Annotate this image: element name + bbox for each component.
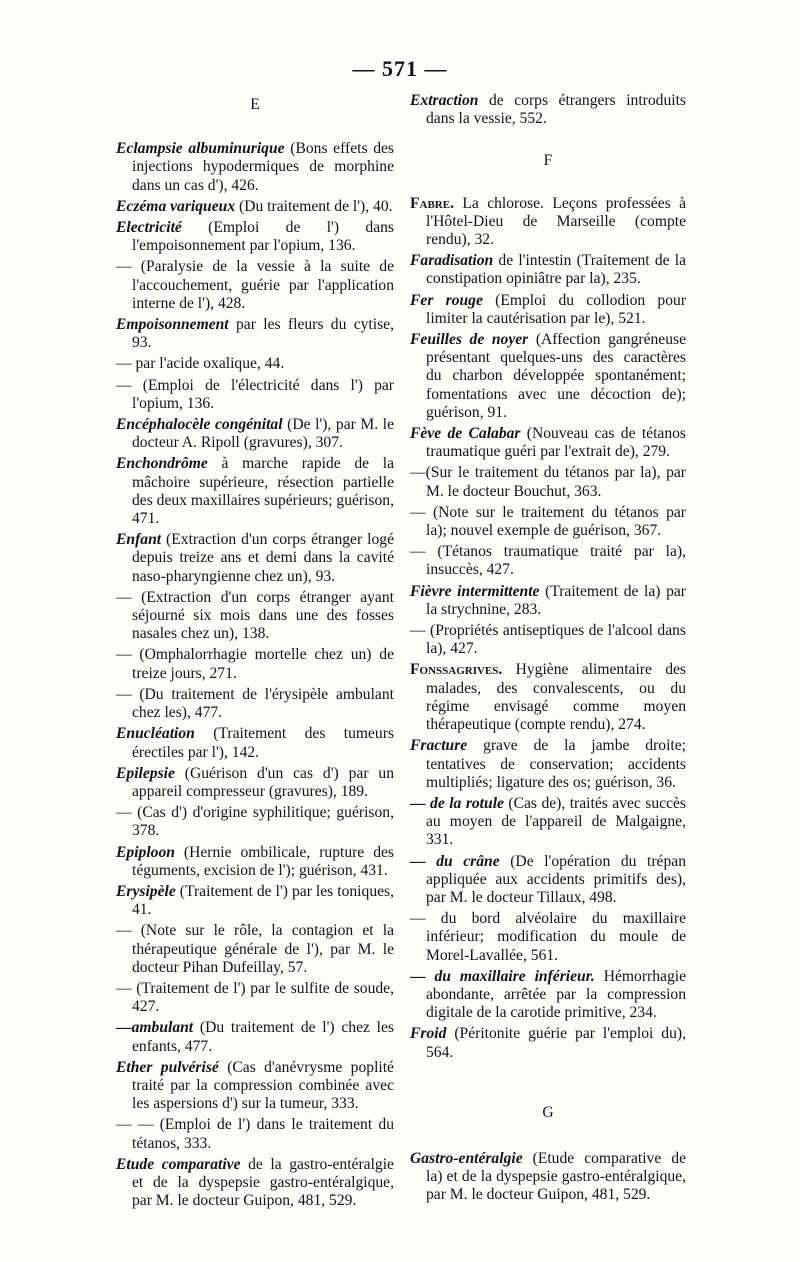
entry-text: (Du traitement de l'), 40. xyxy=(235,197,393,215)
index-entry xyxy=(410,543,686,579)
entry-text: (Emploi du collodion pour limiter la cautérisation par le), 521. xyxy=(426,291,687,327)
entry-term: Empoisonnement xyxy=(116,316,229,334)
entry-term: Froid xyxy=(410,1025,447,1043)
index-entry xyxy=(410,583,686,619)
index-entry xyxy=(410,737,686,792)
index-entry xyxy=(410,622,686,658)
index-entry xyxy=(410,910,686,965)
index-entry xyxy=(116,316,394,352)
index-entry xyxy=(116,198,394,216)
index-entry xyxy=(116,355,394,373)
entry-text: (Cas de), traités avec succès au moyen de l'appareil de Malgaigne, 331. xyxy=(426,794,687,849)
entry-text: grave de la jambe droite; tentatives de conservation; accidents multipliés; ligature des os; guérison, 36. xyxy=(426,737,686,791)
f-entries-list xyxy=(410,195,686,1062)
entry-term: Enfant xyxy=(116,531,162,549)
index-entry xyxy=(116,1116,394,1152)
entry-text: Hygiène alimentaire des malades, des convalescents, ou du régime envisagé comme moyen thérapeutique (compte rendu), 274. xyxy=(426,661,686,734)
entry-text: (Hernie ombilicale, rupture des téguments, excision de l'); guérison, 431. xyxy=(132,843,394,879)
entry-text: (Extraction d'un corps étranger logé depuis treize ans et demi dans la cavité naso-pharyngienne chez un), 93. xyxy=(132,531,394,585)
entry-term: Encéphalocèle congénital xyxy=(116,416,283,434)
entry-text: —(Sur le traitement du tétanos par la), par M. le docteur Bouchut, 363. xyxy=(410,464,686,500)
index-entry xyxy=(410,292,686,328)
entry-text: — (Omphalorrhagie mortelle chez un) de treize jours, 271. xyxy=(116,646,394,682)
entry-text: — (Paralysie de la vessie à la suite de l'accouchement, guérie par l'application interne de l'), 428. xyxy=(116,258,394,312)
entry-term: Gastro-entéralgie xyxy=(410,1149,523,1167)
index-entry xyxy=(410,425,686,461)
entry-text: (Du traitement de l') chez les enfants, 477. xyxy=(132,1019,394,1055)
index-entry xyxy=(410,661,686,734)
index-entry xyxy=(116,1019,394,1055)
entry-text: (De l'), par M. le docteur A. Ripoll (gravures), 307. xyxy=(132,416,394,452)
index-entry xyxy=(116,258,394,313)
section-letter-g: G xyxy=(542,1103,554,1121)
entry-text: (Etude comparative de la) et de la dyspepsie gastro-entéralgique, par M. le docteur Guipon, 481, 529. xyxy=(426,1149,686,1204)
entry-text: de l'intestin (Traitement de la constipation opiniâtre par la), 235. xyxy=(426,252,686,288)
index-entry xyxy=(116,725,394,761)
left-entries-list xyxy=(116,140,394,1210)
entry-text: La chlorose. Leçons professées à l'Hôtel-Dieu de Marseille (compte rendu), 32. xyxy=(426,194,686,249)
entry-term: Epilepsie xyxy=(116,764,175,782)
entry-text: (Emploi de l') dans l'empoisonnement par l'opium, 136. xyxy=(132,219,394,255)
index-entry xyxy=(116,140,394,195)
entry-text: de la gastro-entéralgie et de la dyspepsie gastro-entéralgique, par M. le docteur Guipon, 481, 529. xyxy=(132,1155,394,1210)
index-entry xyxy=(116,844,394,880)
entry-text: (Nouveau cas de tétanos traumatique guéri par l'extrait de), 279. xyxy=(426,425,686,461)
index-entry xyxy=(116,377,394,413)
index-entry xyxy=(116,1156,394,1211)
entry-term: Electricité xyxy=(116,219,182,237)
entry-term: Fièvre intermittente xyxy=(410,582,540,600)
entry-term: Fer rouge xyxy=(410,291,483,309)
entry-term: Epiploon xyxy=(116,843,175,861)
index-entry xyxy=(116,646,394,682)
entry-term: Feuilles de noyer xyxy=(410,331,529,349)
entry-term: Etude comparative xyxy=(116,1155,241,1173)
entry-term: —ambulant xyxy=(116,1019,194,1037)
entry-text: (Cas d'anévrysme poplité traité par la compression combinée avec les aspersions d') sur la tumeur, 333. xyxy=(132,1058,394,1113)
entry-term: Ether pulvérisé xyxy=(116,1058,219,1076)
entry-text: (Traitement de la) par la strychnine, 283. xyxy=(426,582,686,618)
index-entry xyxy=(410,1025,686,1061)
entry-term: Fève de Calabar xyxy=(410,425,521,443)
right-column xyxy=(410,92,686,1208)
entry-term: Faradisation xyxy=(410,252,494,270)
entry-text: — (Emploi de l'électricité dans l') par l'opium, 136. xyxy=(116,376,394,412)
entry-text: par les fleurs du cytise, 93. xyxy=(132,316,394,352)
index-entry xyxy=(116,883,394,919)
entry-text: — (Tétanos traumatique traité par la), insuccès, 427. xyxy=(410,543,686,579)
entry-text: (Péritonite guérie par l'emploi du), 564. xyxy=(426,1025,686,1061)
entry-text: — (Du traitement de l'érysipèle ambulant chez les), 477. xyxy=(116,685,394,722)
entry-term: Fonssagrives. xyxy=(410,661,503,679)
entry-term: Erysipèle xyxy=(116,882,176,900)
entry-term: Eclampsie albuminurique xyxy=(116,140,285,158)
index-entry xyxy=(410,195,686,250)
entry-text: — (Cas d') d'origine syphilitique; guérison, 378. xyxy=(116,804,394,840)
index-entry xyxy=(116,765,394,801)
index-entry xyxy=(410,252,686,288)
index-entry xyxy=(410,504,686,540)
index-entry xyxy=(116,589,394,644)
index-entry xyxy=(116,980,394,1016)
entry-text: — (Extraction d'un corps étranger ayant séjourné six mois dans une des fosses nasales chez un), 138. xyxy=(116,588,394,643)
entry-term: Fabre. xyxy=(410,194,454,212)
index-entry xyxy=(410,968,686,1023)
index-entry xyxy=(116,219,394,255)
entry-text: — (Traitement de l') par le sulfite de soude, 427. xyxy=(116,979,394,1016)
entry-text: (Guérison d'un cas d') par un appareil compresseur (gravures), 189. xyxy=(132,764,394,800)
index-entry xyxy=(410,331,686,422)
entry-text: (Traitement de l') par les toniques, 41. xyxy=(132,882,394,919)
entry-term: Enucléation xyxy=(116,725,195,743)
section-letter-f: F xyxy=(543,152,553,170)
entry-term: — du crâne xyxy=(410,852,500,870)
index-entry xyxy=(116,416,394,452)
index-entry xyxy=(410,795,686,850)
entry-text: — (Note sur le rôle, la contagion et la thérapeutique générale de l'), par M. le docteur Pihan Dufeillay, 57. xyxy=(116,922,394,976)
entry-text: — — (Emploi de l') dans le traitement du tétanos, 333. xyxy=(116,1116,394,1152)
entry-term: Eczéma variqueux xyxy=(116,197,236,215)
entry-text: Hémorrhagie abondante, arrêtée par la compression digitale de la carotide primitive, 234. xyxy=(426,967,686,1022)
entry-text: à marche rapide de la mâchoire supérieure, résection partielle des deux maxillaires supérieurs; guérison, 471. xyxy=(132,455,394,528)
g-entries-list xyxy=(410,1150,686,1205)
index-entry xyxy=(410,853,686,908)
entry-text: — du bord alvéolaire du maxillaire inférieur; modification du moule de Morel-Lavallée, 561. xyxy=(410,910,686,964)
index-entry xyxy=(116,455,394,528)
right-intro-entries xyxy=(410,92,686,128)
page-number: — 571 — xyxy=(352,56,448,81)
entry-text: (Bons effets des injections hypodermiques de morphine dans un cas d'), 426. xyxy=(132,140,394,194)
entry-text: — (Note sur le traitement du tétanos par la); nouvel exemple de guérison, 367. xyxy=(410,503,686,540)
left-column xyxy=(116,92,394,1213)
index-entry xyxy=(116,686,394,722)
entry-text: — par l'acide oxalique, 44. xyxy=(116,355,285,373)
index-entry xyxy=(410,1150,686,1205)
index-entry xyxy=(116,922,394,977)
entry-term: Fracture xyxy=(410,737,468,755)
index-entry xyxy=(116,804,394,840)
entry-text: de corps étrangers introduits dans la vessie, 552. xyxy=(426,92,686,128)
entry-text: (De l'opération du trépan appliquée aux accidents primitifs des), par M. le docteur Tillaux, 498. xyxy=(426,852,686,906)
index-entry xyxy=(116,1059,394,1114)
index-entry xyxy=(410,464,686,500)
entry-term: — de la rotule xyxy=(410,794,504,812)
entry-text: (Traitement des tumeurs érectiles par l'), 142. xyxy=(132,725,394,761)
entry-term: Enchondrôme xyxy=(116,455,208,473)
entry-term: — du maxillaire inférieur. xyxy=(410,967,595,985)
section-letter-e: E xyxy=(250,96,260,113)
entry-term: Extraction xyxy=(410,92,479,109)
index-entry xyxy=(410,92,686,128)
entry-text: — (Propriétés antiseptiques de l'alcool dans la), 427. xyxy=(410,622,686,658)
index-entry xyxy=(116,531,394,586)
entry-text: (Affection gangréneuse présentant quelques-uns des caractères du charbon développée spontanément; fomentations avec une décoction de); guérison, 91. xyxy=(426,331,686,421)
